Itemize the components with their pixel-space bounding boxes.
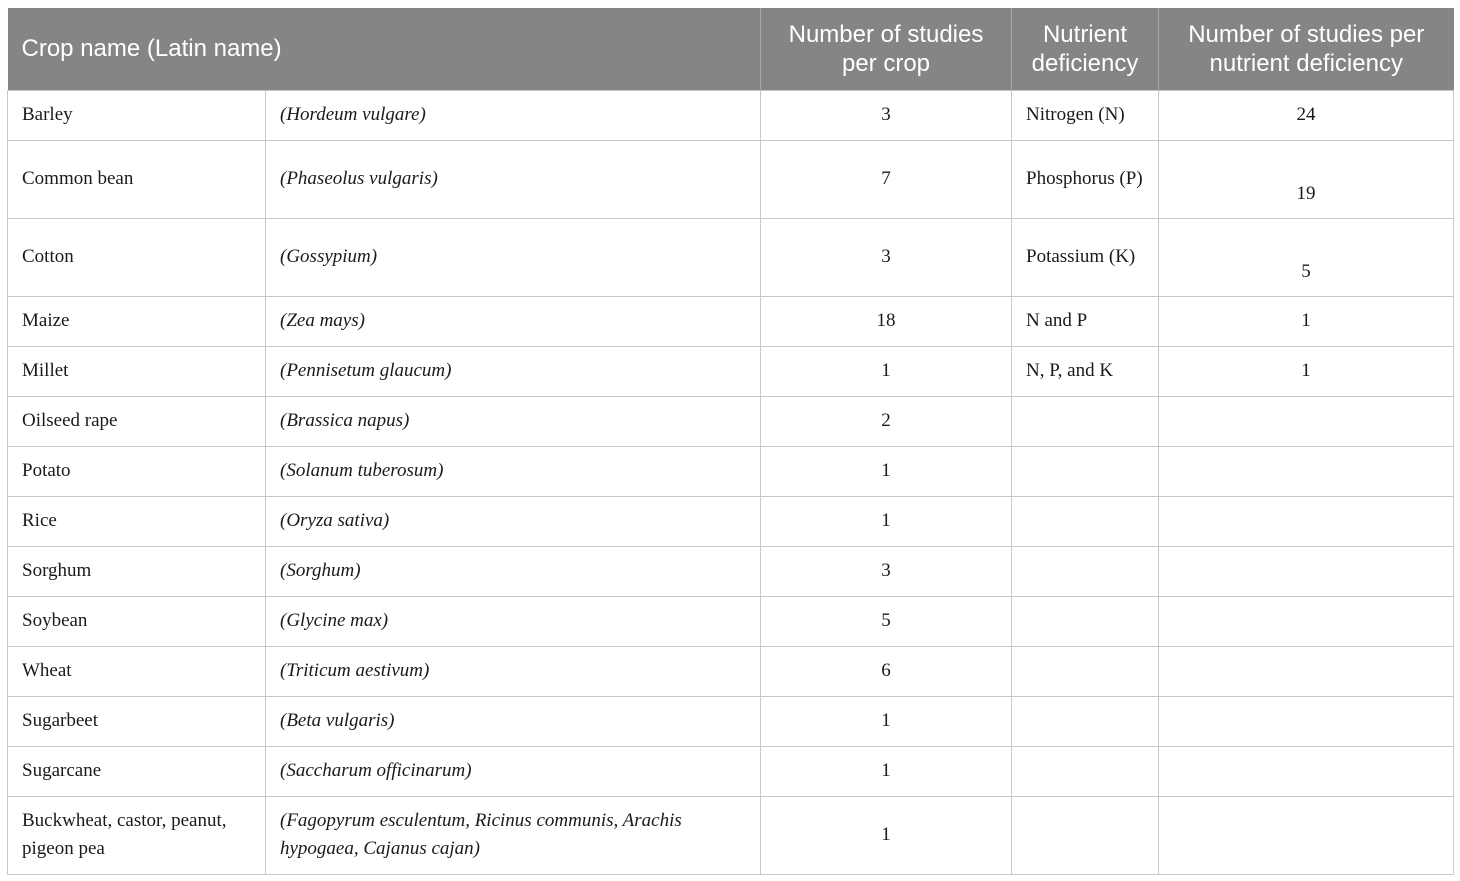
crop-name-cell: Common bean [8,140,266,218]
latin-name-cell: (Glycine max) [266,596,761,646]
crop-name-cell: Oilseed rape [8,396,266,446]
crop-name-cell: Sugarbeet [8,696,266,746]
nutrient-cell [1012,596,1159,646]
crop-count-cell: 1 [761,446,1012,496]
table-row [8,496,1454,546]
latin-name-cell: (Pennisetum glaucum) [266,346,761,396]
nutrient-count-cell: 19 [1159,140,1454,218]
crop-name-cell: Millet [8,346,266,396]
table-row [8,696,1454,746]
nutrient-count-cell: 5 [1159,218,1454,296]
crop-name-cell: Buckwheat, castor, peanut, pigeon pea [8,796,266,874]
header-studies-per-nutrient: Number of studies per nutrient deficiency [1159,8,1454,90]
table-header [8,8,1454,90]
crop-count-cell: 5 [761,596,1012,646]
nutrient-cell: N, P, and K [1012,346,1159,396]
nutrient-count-cell [1159,546,1454,596]
latin-name-cell: (Brassica napus) [266,396,761,446]
table-row [8,596,1454,646]
table-row [8,218,1454,296]
crop-name-cell: Sugarcane [8,746,266,796]
crop-count-cell: 3 [761,90,1012,140]
crop-name-cell: Soybean [8,596,266,646]
crop-count-cell: 7 [761,140,1012,218]
table-row [8,346,1454,396]
latin-name-cell: (Fagopyrum esculentum, Ricinus communis, Arachis hypogaea, Cajanus cajan) [266,796,761,874]
table-row [8,90,1454,140]
nutrient-cell [1012,746,1159,796]
latin-name-cell: (Phaseolus vulgaris) [266,140,761,218]
crop-count-cell: 1 [761,796,1012,874]
table-row [8,446,1454,496]
nutrient-cell [1012,396,1159,446]
crop-count-cell: 1 [761,496,1012,546]
latin-name-cell: (Hordeum vulgare) [266,90,761,140]
table-row [8,546,1454,596]
header-crop-name: Crop name (Latin name) [8,8,761,90]
crop-name-cell: Cotton [8,218,266,296]
latin-name-cell: (Oryza sativa) [266,496,761,546]
latin-name-cell: (Triticum aestivum) [266,646,761,696]
nutrient-count-cell [1159,796,1454,874]
table-row [8,746,1454,796]
nutrient-cell [1012,446,1159,496]
nutrient-count-cell [1159,646,1454,696]
table-row [8,396,1454,446]
crop-name-cell: Wheat [8,646,266,696]
header-studies-per-crop: Number of studies per crop [761,8,1012,90]
latin-name-cell: (Beta vulgaris) [266,696,761,746]
crop-count-cell: 18 [761,296,1012,346]
crop-count-cell: 2 [761,396,1012,446]
table-row [8,296,1454,346]
nutrient-cell: N and P [1012,296,1159,346]
latin-name-cell: (Zea mays) [266,296,761,346]
nutrient-count-cell [1159,696,1454,746]
header-nutrient-deficiency: Nutrient deficiency [1012,8,1159,90]
nutrient-count-cell [1159,446,1454,496]
nutrient-count-cell: 24 [1159,90,1454,140]
table-row [8,646,1454,696]
nutrient-count-cell [1159,396,1454,446]
nutrient-cell: Potassium (K) [1012,218,1159,296]
table-body [8,90,1454,874]
nutrient-cell [1012,646,1159,696]
crop-count-cell: 1 [761,746,1012,796]
crop-count-cell: 3 [761,218,1012,296]
nutrient-cell [1012,546,1159,596]
latin-name-cell: (Gossypium) [266,218,761,296]
crop-name-cell: Maize [8,296,266,346]
nutrient-count-cell [1159,496,1454,546]
crop-count-cell: 3 [761,546,1012,596]
nutrient-cell [1012,496,1159,546]
table-row [8,140,1454,218]
crop-name-cell: Potato [8,446,266,496]
crop-name-cell: Rice [8,496,266,546]
crop-count-cell: 1 [761,346,1012,396]
crop-nutrient-table [7,8,1454,875]
nutrient-count-cell: 1 [1159,346,1454,396]
crop-name-cell: Barley [8,90,266,140]
nutrient-cell: Phosphorus (P) [1012,140,1159,218]
latin-name-cell: (Saccharum officinarum) [266,746,761,796]
latin-name-cell: (Solanum tuberosum) [266,446,761,496]
crop-count-cell: 6 [761,646,1012,696]
table-row [8,796,1454,874]
nutrient-cell: Nitrogen (N) [1012,90,1159,140]
nutrient-count-cell: 1 [1159,296,1454,346]
crop-count-cell: 1 [761,696,1012,746]
nutrient-count-cell [1159,746,1454,796]
nutrient-count-cell [1159,596,1454,646]
crop-name-cell: Sorghum [8,546,266,596]
nutrient-cell [1012,796,1159,874]
nutrient-cell [1012,696,1159,746]
latin-name-cell: (Sorghum) [266,546,761,596]
